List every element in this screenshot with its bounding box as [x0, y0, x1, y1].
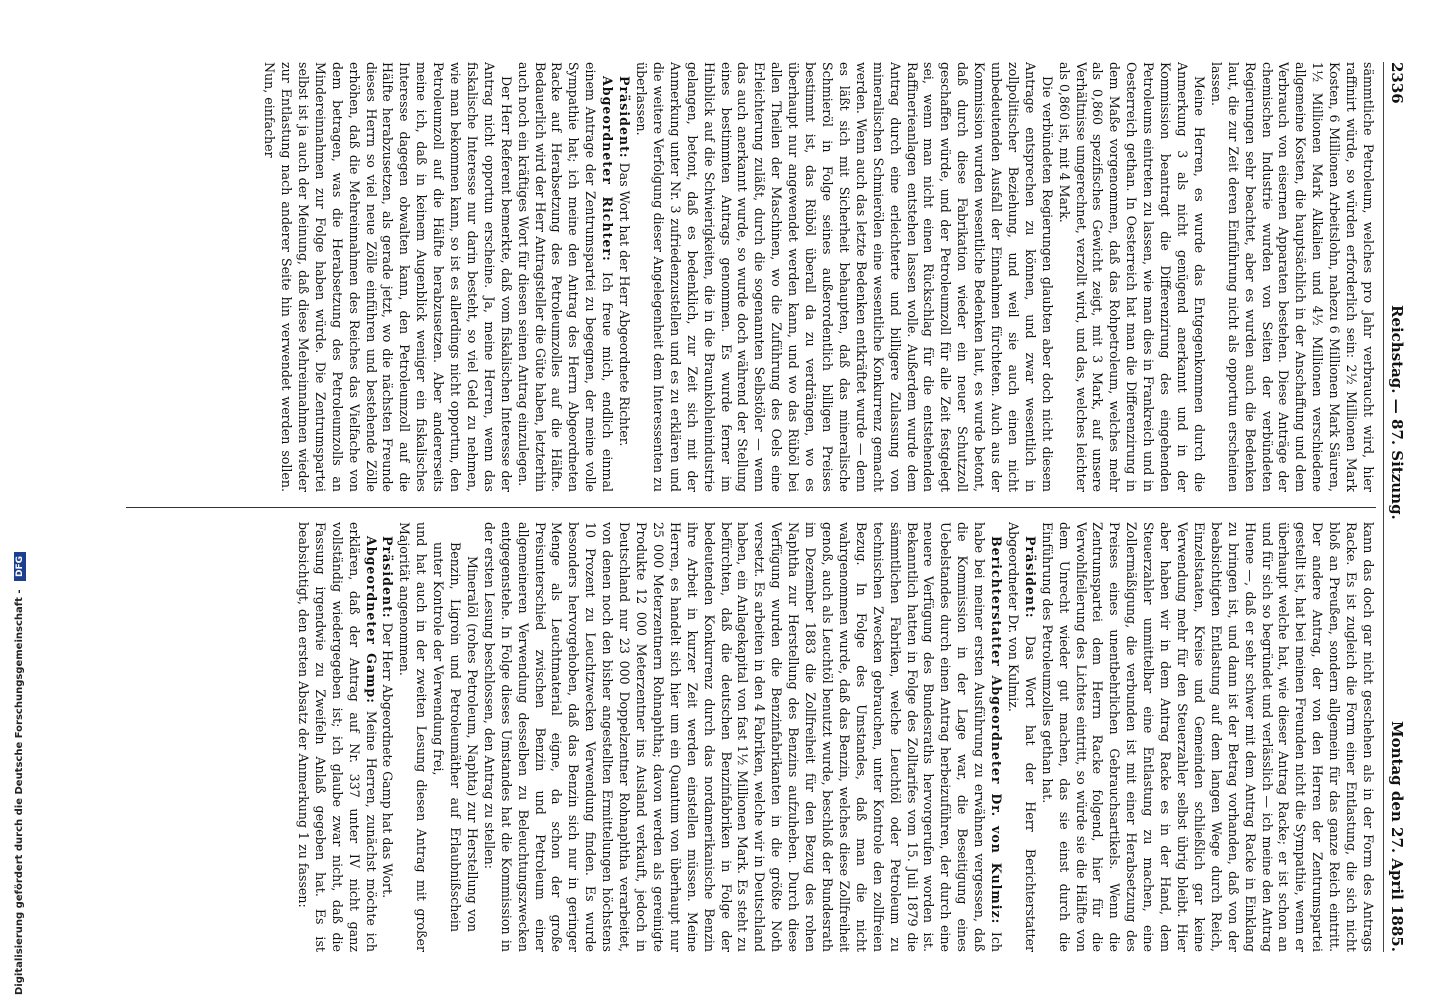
speech — [294, 522, 379, 952]
speaker-label: Präsident: — [380, 536, 396, 619]
speech-text: Das Wort hat der Herr Abgeordnete Richter. — [617, 162, 633, 447]
page-header — [1383, 62, 1410, 952]
paragraph: und hat auch in der zweiten Lesung diesen Antrag mit großer Majorität angenommen. — [397, 522, 430, 952]
left-column — [126, 62, 1376, 492]
speaker-label: Berichterstatter Abgeordneter Dr. von Kulmiz: — [989, 536, 1005, 925]
speech — [615, 62, 632, 492]
speaker-label: Präsident: — [1022, 536, 1038, 619]
paragraph: Meine Herren, es wurde das Entgegenkommen durch die Anmerkung 3 als nicht genügend anerkannt und in der Kommission beantragt die Differenzirung des eingehenden Petroleums eintreten zu lassen, wie man dies in Frankreich und in Oesterreich gethan. In Oesterreich hat man die Differenzirung in dem Maße vorgenommen, daß das Rohpetroleum, welches mehr als 0,860 spezifisches Gewicht zeigt, mit 3 Mark, auf unsere Verhältnisse umgerechnet, verzollt wird, und das, welches leichter als 0,860 ist, mit 4 Mark. — [1056, 62, 1207, 492]
session-title: Reichstag. — 87. Sitzung. — [1388, 304, 1406, 520]
speaker-label: Abgeordneter Gamp: — [363, 536, 379, 704]
speech-text: Ich freue mich, endlich einmal einem Antrage der Zentrumspartei zu begegnen, der meine volle Sympathie hat; ich meine den Antrag des Herrn Abgeordneten Racke auf Herabsetzung des Petroleumzolles auf die Hälfte. Bedauerlich wird der Herr Antragsteller die Güte haben, letzterhin auch noch ein kräftiges Wort für diesen seinen Antrag einzulegen. — [515, 62, 616, 492]
speech-text: Der Herr Abgeordnete Gamp hat das Wort. — [380, 622, 396, 899]
speech-text: Ich habe bei meiner ersten Ausführung zu erwähnen vergessen, daß die Kommission in der Lage war, die Beseitigung eines Uebelstandes durch einen Antrag herbeizuführen, der durch eine neuere Verfügung des Bundesraths hervorgerufen worden ist. Bekanntlich hatten in Folge des Zolltarifes vom 15. Juli 1879 die sämmtlichen Fabriken, welche Leuchtöl oder Petroleum zu technischen Zwecken gebrauchen, unter Kontrole den zollfreien Bezug. In Folge des Umstandes, daß man die nicht wahrgenommen wurde, daß das Benzin, welches diese Zollfreiheit genoß, auch als Leuchtöl benutzt wurde, beschloß der Bundesrath im Dezember 1883 die Zollfreiheit für den Bezug des rohen Naphtha zur Herstellung des Benzins aufzuheben. Durch diese Verfügung wurden die Benzinfabrikanten in die größte Noth versetzt. Es arbeiten in den 4 Fabriken, welche wir in Deutschland haben, ein Anlagekapital von fast 1½ Millionen Mark. Es steht zu befürchten, daß die deutschen Benzinfabriken in Folge der bedeutenden Konkurrenz durch das nordamerikanische Benzin ihre Arbeit in kurzer Zeit werden einstellen müssen. Meine Herren, es handelt sich hier um ein Quantum von überhaupt nur 25 000 Meterzentnern Rohnaphtha; davon werden als gereinigte Produkte 12 000 Meterzentner ins Ausland verkauft, jedoch in Deutschland nur 23 000 Doppelzentner Rohnaphtha verarbeitet, von denen noch den bisher angestellten Ermittelungen höchstens 10 Prozent zu Leuchtzwecken Verwendung finden. Es wurde besonders hervorgehoben, daß das Benzin sich nur in geringer Menge als Leuchtmaterial eigne, da schon der große Preisunterschied zwischen Benzin und Petroleum einer allgemeineren Verwendung desselben zu Beleuchtungszwecken entgegenstehe. In Folge dieses Umstandes hat die Kommission in der ersten Lesung beschlossen, den Antrag zu stellen: — [481, 522, 1005, 952]
paragraph: sämmtliche Petroleum, welches pro Jahr verbraucht wird, hier raffinirt würde, so würden erforderlich sein: 2½ Millionen Mark Kosten, 6 Millionen Arbeitslohn, nahezu 6 Millionen Mark Säuren, 1½ Millionen Mark Alkalien und 4½ Millionen verschiedene allgemeine Kosten, die hauptsächlich in der Anschaffung und dem Verbrauch von eisernen Apparaten bestehen. Diese Anträge der chemischen Industrie wurden von Seiten der verbündeten Regierungen sehr beachtet, aber es wurden auch die Bedenken laut, die zur Zeit deren Einführung nicht als opportun erscheinen lassen. — [1208, 62, 1376, 492]
session-date: Montag den 27. April 1885. — [1388, 721, 1406, 952]
quoted-motion: Mineralöl (rohes Petroleum, Naphta) zur Herstellung von Benzin, Ligroin und Petroleumäther auf Erlaubnißschein unter Kontrole der Verwendung frei, — [431, 542, 480, 932]
right-column — [126, 522, 1376, 952]
scanned-page — [110, 62, 1410, 952]
speech — [379, 522, 396, 952]
dfg-logo: DFG — [14, 552, 26, 581]
paragraph: Der Herr Referent bemerkte, daß vom fiskalischen Interesse der Antrag nicht opportun erscheine. Ja, meine Herren, wenn das fiskalische Interesse nur darin besteht, so viel Geld zu nehmen, wie man bekommen kann, so ist es allerdings nicht opportun, den Petroleumzoll auf die Hälfte herabzusetzen. Aber andererseits meine ich, daß in keinem Augenblick weniger ein fiskalisches Interesse dagegen obwalten kann, den Petroleumzoll auf die Hälfte herabzusetzen, als gerade jetzt, wo die nächsten Freunde dieses Herrn so viel neue Zölle einführen und bestehende Zölle erhöhen, daß die Mehreinnahmen des Reiches das Vielfache von dem betragen, was die Herabsetzung des Petroleumzolls an Mindereinnahmen zur Folge haben würde. Die Zentrumspartei selbst ist ja auch der Meinung, daß diese Mehreinnahmen wieder zur Entlastung nach anderer Seite hin verwendet werden sollen. Nun, einfacher — [262, 62, 514, 492]
paragraph: Die verbündeten Regierungen glaubten aber doch nicht diesem Antrage entsprechen zu können, und zwar wesentlich in zollpolitischer Beziehung, und weil sie auch einen nicht unbedeutenden Ausfall der Einnahmen fürchteten. Auch aus der Kommission wurden wesentliche Bedenken laut, es wurde betont, daß durch diese Fabrikation wieder ein neuer Schutzzoll geschaffen würde, und der Petroleumzoll für alle Zeit festgelegt sei, wenn man nicht einen Rückschlag für die entstehenden Raffinerieanlagen entstehen lassen wolle. Außerdem wurde dem Antrag durch eine erleichterte und billigere Zulassung von mineralischen Schmierölen eine wesentliche Konkurrenz gemacht werden. Wenn auch das letzte Bedenken entkräftet wurde — denn es läßt sich mit Sicherheit behaupten, daß das mineralische Schmieröl in Folge seines außerordentlich billigen Preises bestimmt ist, das Rüböl überall da zu verdrängen, wo es überhaupt nur angewendet werden kann, und wo das Rüböl bei allen Theilen der Maschinen, wo die Zuführung des Oels eine Erleichterung zuläßt, durch die sogenannten Selbstöler — wenn das auch anerkannt wurde, so wurde doch während der Stellung eines bestimmten Antrags genommen. Es wurde ferner im Hinblick auf die Schwierigkeiten, die in die Braunkohlenindustrie gelangen, betont, daß es bedenklich, zur Zeit sich mit der Anmerkung unter Nr. 3 zufriedenzustellen und es zu erklären und die weitere Verfolgung dieser Angelegenheit dem Interessenten zu überlassen. — [634, 62, 1055, 492]
speech — [1004, 522, 1038, 952]
speech — [514, 62, 615, 492]
speech-text: Das Wort hat der Herr Berichterstatter Abgeordneter Dr. von Kulmiz. — [1005, 522, 1038, 952]
column-divider — [126, 507, 1376, 508]
digitization-text: Digitalisierung gefördert durch die Deutsche Forschungsgemeinschaft - — [14, 589, 25, 995]
page-number: 2336 — [1388, 62, 1406, 104]
digitization-notice — [14, 552, 26, 995]
rotated-page-content — [110, 62, 1410, 952]
speaker-label: Präsident: — [617, 76, 633, 159]
speaker-label: Abgeordneter Richter: — [600, 76, 616, 262]
digitization-sidebar — [0, 0, 25, 1000]
speech — [480, 522, 1004, 952]
paragraph: kann das doch gar nicht geschehen als in der Form des Antrags Racke. Es ist zugleich die Form einer Entlastung, die sich nicht bloß an Preußen, sondern allgemein für das ganze Reich eintritt. Der andere Antrag, der von den Herren der Zentrumspartei gestellt ist, hat bei meinen Freunden nicht die Sympathie, wenn er überhaupt welche hat, wie dieser Antrag Racke; er ist schon an und für sich so begründet und verlässlich — ich meine den Antrag Huene —, daß er sehr schwer mit dem Antrag Racke in Einklang zu bringen ist, und dann ist der Betrag vorhanden, daß von der beabsichtigten Entlastung auf dem langen Wege durch Reich, Einzelstaaten, Kreise und Gemeinden schließlich gar keine Verwendung mehr für den Steuerzahler selbst übrig bleibt. Hier aber haben wir in dem Antrag Racke es in der Hand, dem Steuerzahler unmittelbar eine Entlastung zu machen, eine Zollermäßigung, die verbunden ist mit einer Herabsetzung des Preises eines unentbehrlichen Gebrauchsartikels. Wenn die Zentrumspartei dem Herrn Racke folgend, hier für die Verwohlfeilerung des Lichtes eintritt, so würde sie die Hälfte von dem Unrecht wieder gut machen, das sie einst durch die Einführung des Petroleumzolles gethan hat. — [1039, 522, 1376, 952]
speech-text: Meine Herren, zunächst möchte ich erklären, daß der Antrag auf Nr. 337 unter IV nicht ganz vollständig wiedergegeben ist; ich glaube zwar nicht, daß die Fassung irgendwie zu Zweifeln Anlaß gegeben hat. Es ist beabsichtigt, den ersten Absatz der Anmerkung 1 zu fassen: — [295, 522, 379, 952]
